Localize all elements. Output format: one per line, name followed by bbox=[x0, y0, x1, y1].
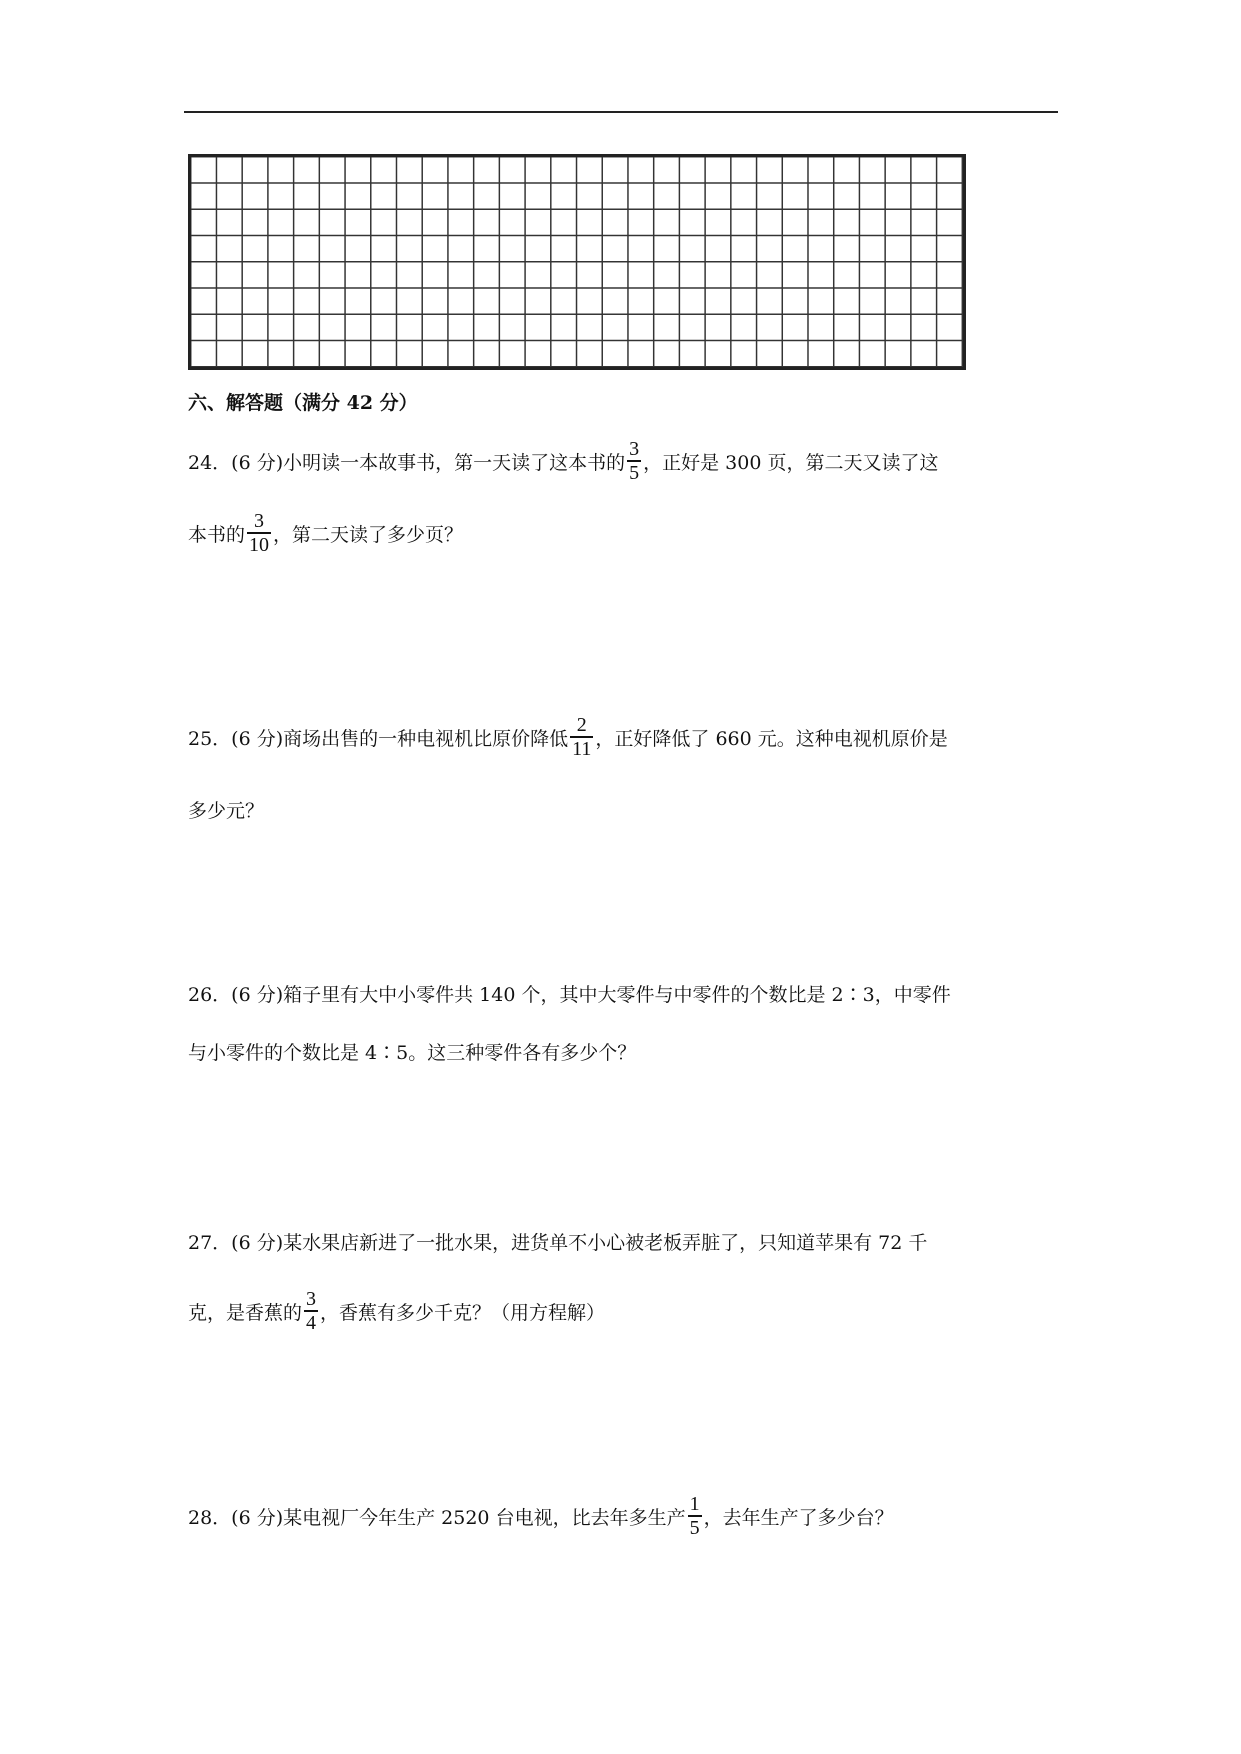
question-26 bbox=[188, 973, 1048, 1071]
question-line: 25．(6 分)商场出售的一种电视机比原价降低 $\frac{2}{11}$ ，正好降低了 660 元。这种电视机原价是 bbox=[188, 714, 948, 760]
fraction: $\frac{3}{10}$ bbox=[249, 510, 270, 556]
question-25 bbox=[188, 714, 1048, 829]
question-24 bbox=[188, 438, 1048, 556]
question-28 bbox=[188, 1493, 1048, 1539]
header-rule bbox=[184, 111, 1058, 113]
fraction: $\frac{2}{11}$ bbox=[572, 714, 592, 760]
question-line: 28．(6 分)某电视厂今年生产 2520 台电视，比去年多生产 $\frac{1}{5}$ ，去年生产了多少台？ bbox=[188, 1493, 894, 1539]
question-line: 本书的 $\frac{3}{10}$ ，第二天读了多少页？ bbox=[188, 510, 464, 556]
fraction: $\frac{1}{5}$ bbox=[689, 1493, 700, 1539]
question-line: 克，是香蕉的 $\frac{3}{4}$ ，香蕉有多少千克？（用方程解） bbox=[188, 1288, 606, 1334]
question-line: 26．(6 分)箱子里有大中小零件共 140 个，其中大零件与中零件的个数比是 2∶3，中零件 bbox=[188, 983, 951, 1006]
question-line: 与小零件的个数比是 4∶5。这三种零件各有多少个？ bbox=[188, 1041, 637, 1064]
fraction: $\frac{3}{5}$ bbox=[629, 438, 640, 484]
question-line: 多少元？ bbox=[188, 799, 265, 822]
question-line: 27．(6 分)某水果店新进了一批水果，进货单不小心被老板弄脏了，只知道苹果有 72 千 bbox=[188, 1231, 928, 1254]
question-line: 24．(6 分)小明读一本故事书，第一天读了这本书的 $\frac{3}{5}$ ，正好是 300 页，第二天又读了这 bbox=[188, 438, 939, 484]
writing-grid bbox=[188, 154, 966, 370]
section-title: 六、解答题（满分 42 分） bbox=[188, 392, 418, 414]
fraction: $\frac{3}{4}$ bbox=[306, 1288, 317, 1334]
question-27 bbox=[188, 1221, 1048, 1334]
